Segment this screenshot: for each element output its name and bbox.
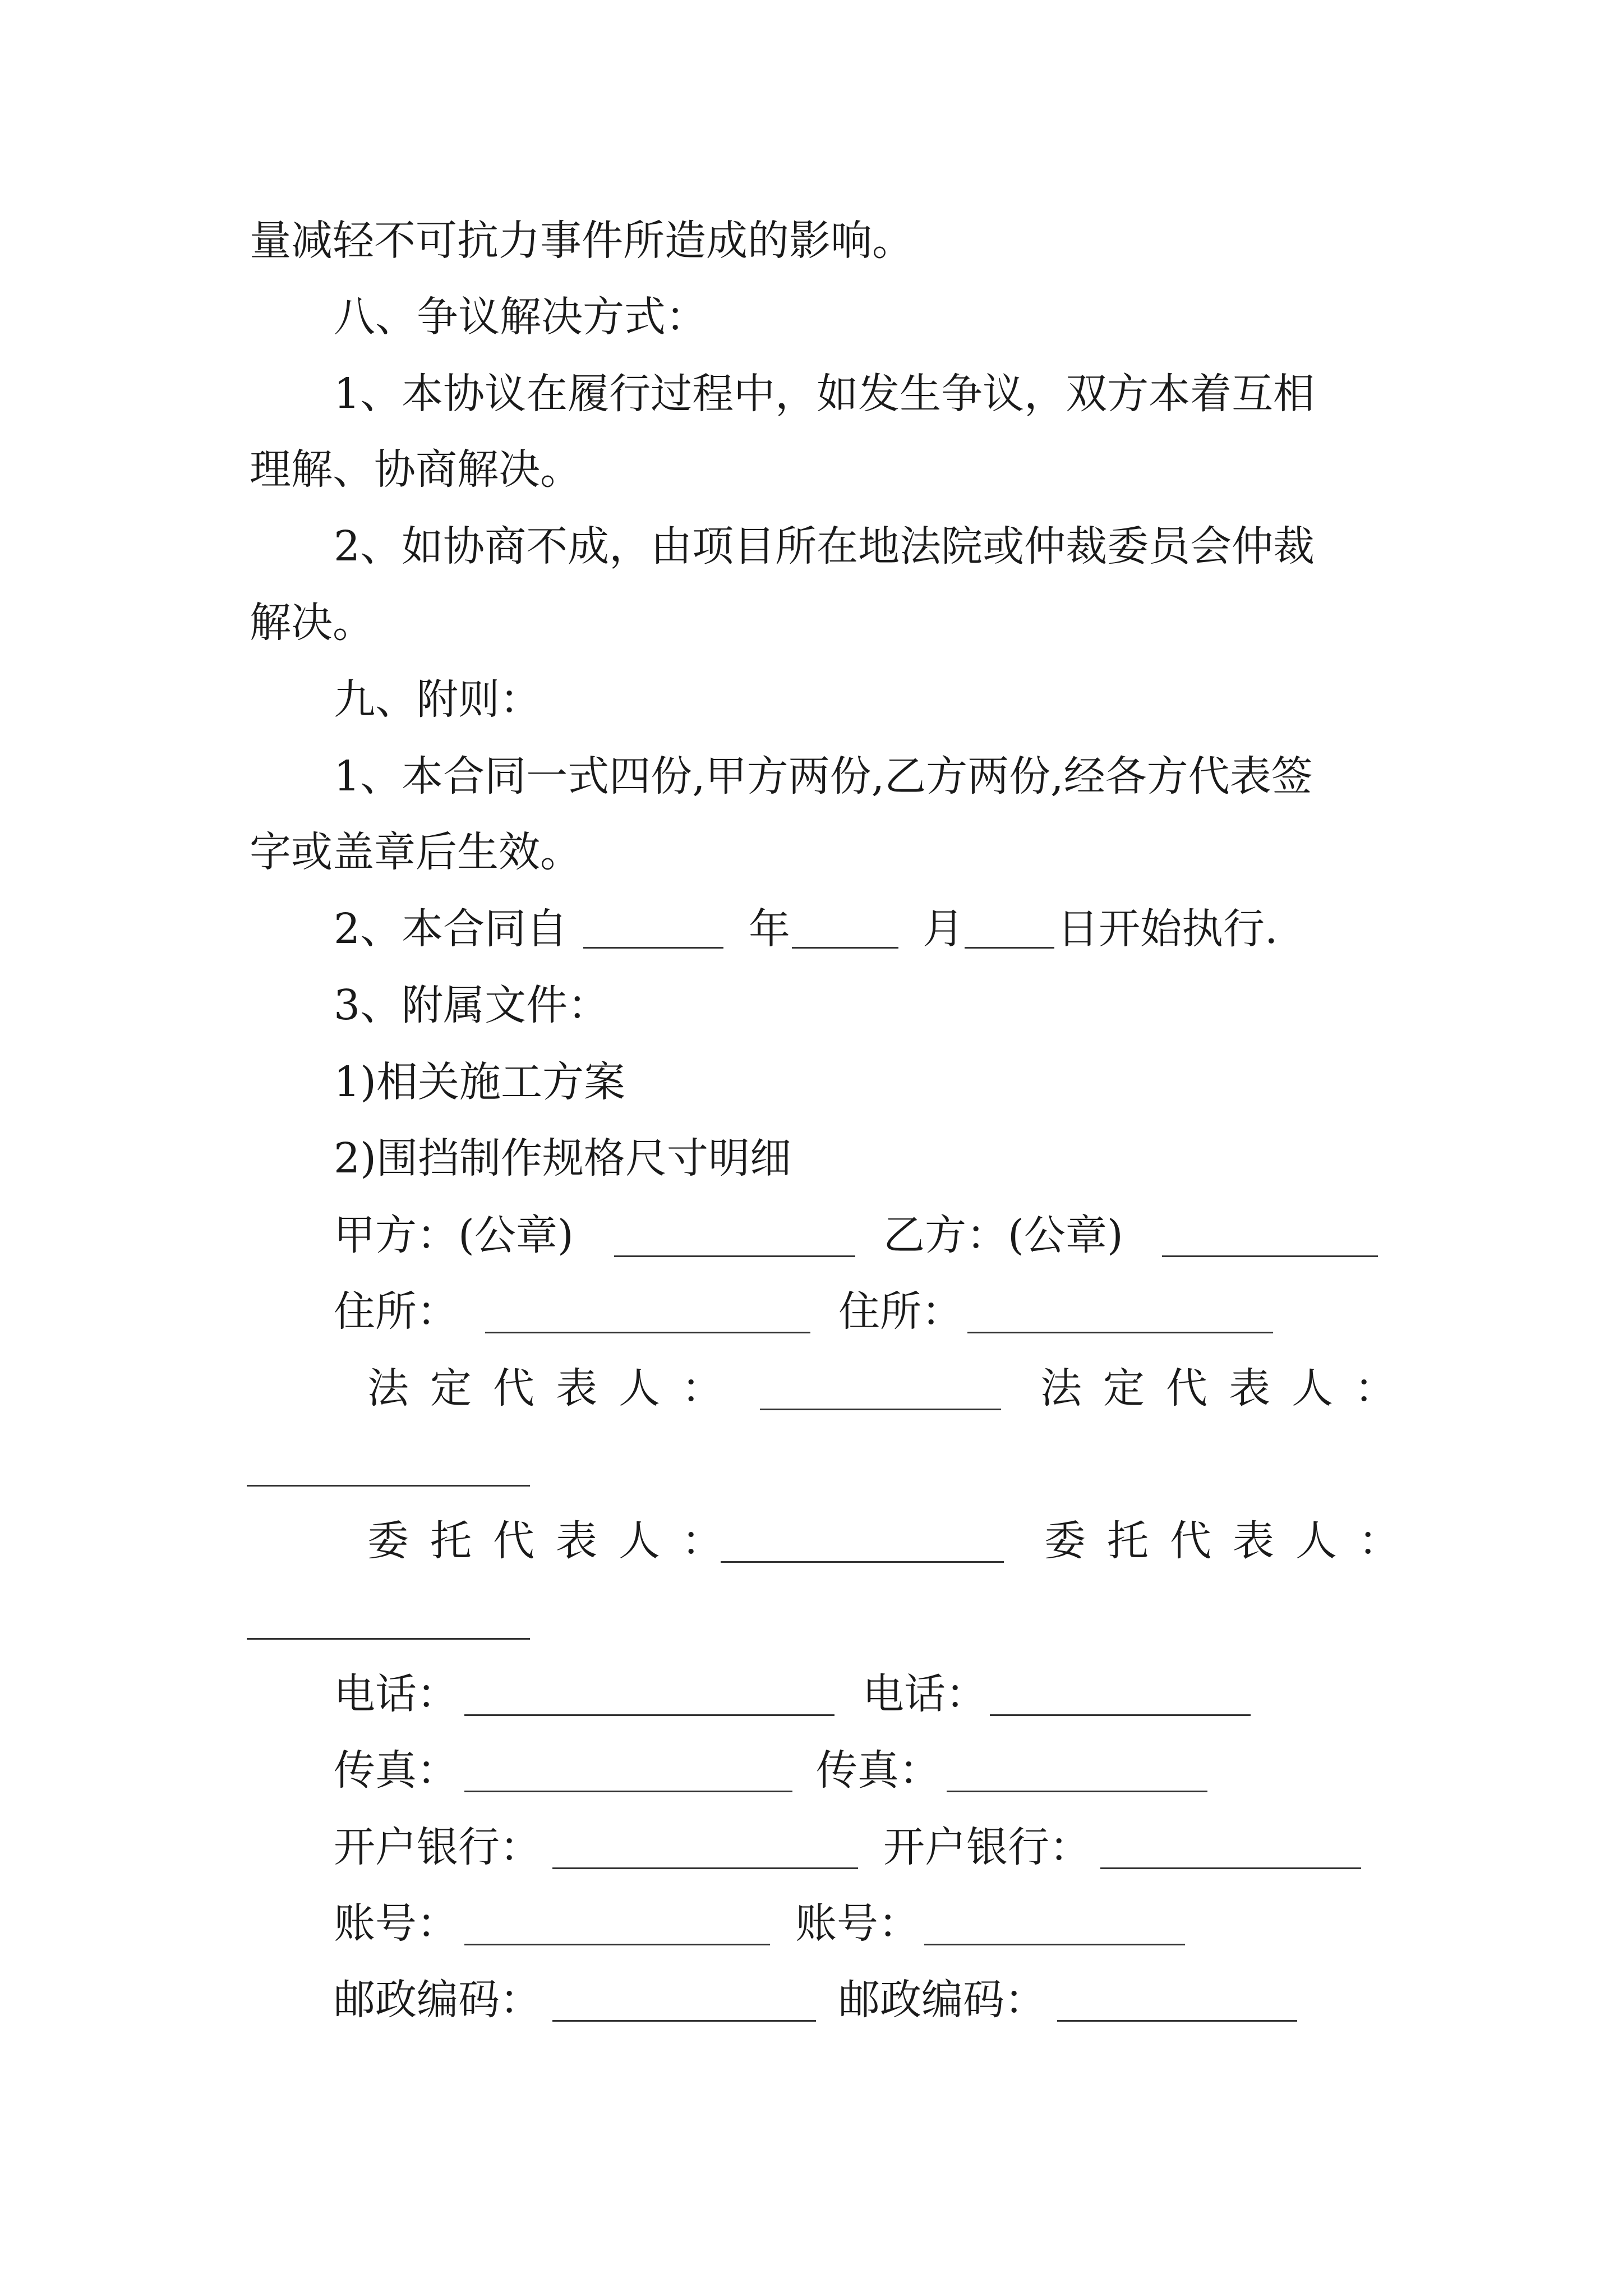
party-b-address-label: 住所： — [838, 1287, 963, 1336]
party-a-address-blank[interactable] — [485, 1332, 810, 1333]
section-9-item-1-line-1: 1、本合同一式四份,甲方两份,乙方两份,经各方代表签 — [334, 752, 1313, 800]
party-a-fax-blank[interactable] — [464, 1791, 792, 1792]
party-a-legal-rep-label: 法定代表人： — [367, 1364, 744, 1412]
section-9-item-2-suffix: 日开始执行. — [1057, 905, 1278, 953]
date-day-blank[interactable] — [965, 947, 1054, 949]
party-a-postcode-label: 邮政编码： — [334, 1976, 541, 2024]
party-a-phone-blank[interactable] — [464, 1714, 834, 1716]
party-b-postcode-label: 邮政编码： — [838, 1976, 1046, 2024]
party-a-postcode-blank[interactable] — [552, 2020, 816, 2022]
party-a-seal-label: 甲方：(公章) — [334, 1211, 574, 1259]
section-9-item-3: 3、附属文件： — [334, 981, 610, 1029]
party-a-agent-blank[interactable] — [721, 1561, 1004, 1563]
party-a-address-label: 住所： — [334, 1287, 458, 1336]
section-9-item-2-year: 年 — [749, 905, 790, 953]
date-month-blank[interactable] — [792, 947, 898, 949]
party-b-account-label: 账号： — [795, 1899, 920, 1948]
party-b-bank-label: 开户银行： — [883, 1823, 1091, 1871]
party-b-agent-blank[interactable] — [247, 1638, 530, 1640]
party-b-postcode-blank[interactable] — [1057, 2020, 1297, 2022]
party-b-account-blank[interactable] — [924, 1944, 1185, 1945]
section-9-item-2-prefix: 2、本合同自 — [334, 905, 568, 953]
section-8-item-2-line-2: 解决。 — [250, 599, 374, 647]
party-b-phone-blank[interactable] — [990, 1714, 1251, 1716]
party-a-fax-label: 传真： — [334, 1746, 458, 1795]
section-9-title: 九、附则： — [334, 675, 541, 724]
party-b-fax-blank[interactable] — [947, 1791, 1207, 1792]
party-b-address-blank[interactable] — [967, 1332, 1273, 1333]
section-8-item-2-line-1: 2、如协商不成，由项目所在地法院或仲裁委员会仲裁 — [334, 522, 1315, 570]
party-b-seal-label: 乙方：(公章) — [883, 1211, 1123, 1259]
party-a-agent-label: 委托代表人： — [367, 1517, 744, 1565]
party-a-phone-label: 电话： — [334, 1670, 458, 1718]
attachment-2: 2)围挡制作规格尺寸明细 — [334, 1134, 791, 1182]
paragraph-force-majeure-end: 量减轻不可抗力事件所造成的影响。 — [250, 217, 914, 265]
date-year-blank[interactable] — [583, 947, 723, 949]
section-9-item-2-month: 月 — [923, 905, 964, 953]
party-a-bank-label: 开户银行： — [334, 1823, 541, 1871]
section-8-item-1-line-1: 1、本协议在履行过程中，如发生争议，双方本着互相 — [334, 370, 1315, 418]
party-b-legal-rep-blank[interactable] — [247, 1485, 530, 1487]
party-a-bank-blank[interactable] — [552, 1867, 858, 1869]
party-a-seal-blank[interactable] — [614, 1255, 855, 1257]
party-a-account-blank[interactable] — [464, 1944, 770, 1945]
attachment-1: 1)相关施工方案 — [334, 1058, 625, 1106]
party-a-legal-rep-blank[interactable] — [760, 1409, 1001, 1410]
party-b-fax-label: 传真： — [816, 1746, 940, 1795]
party-b-agent-label: 委托代表人： — [1044, 1517, 1421, 1565]
party-a-account-label: 账号： — [334, 1899, 458, 1948]
section-8-title: 八、争议解决方式： — [334, 293, 707, 341]
party-b-legal-rep-label: 法定代表人： — [1040, 1364, 1417, 1412]
party-b-bank-blank[interactable] — [1100, 1867, 1361, 1869]
party-b-seal-blank[interactable] — [1162, 1255, 1378, 1257]
section-9-item-1-line-2: 字或盖章后生效。 — [250, 828, 582, 876]
section-8-item-1-line-2: 理解、协商解决。 — [250, 445, 582, 494]
party-b-phone-label: 电话： — [863, 1670, 987, 1718]
